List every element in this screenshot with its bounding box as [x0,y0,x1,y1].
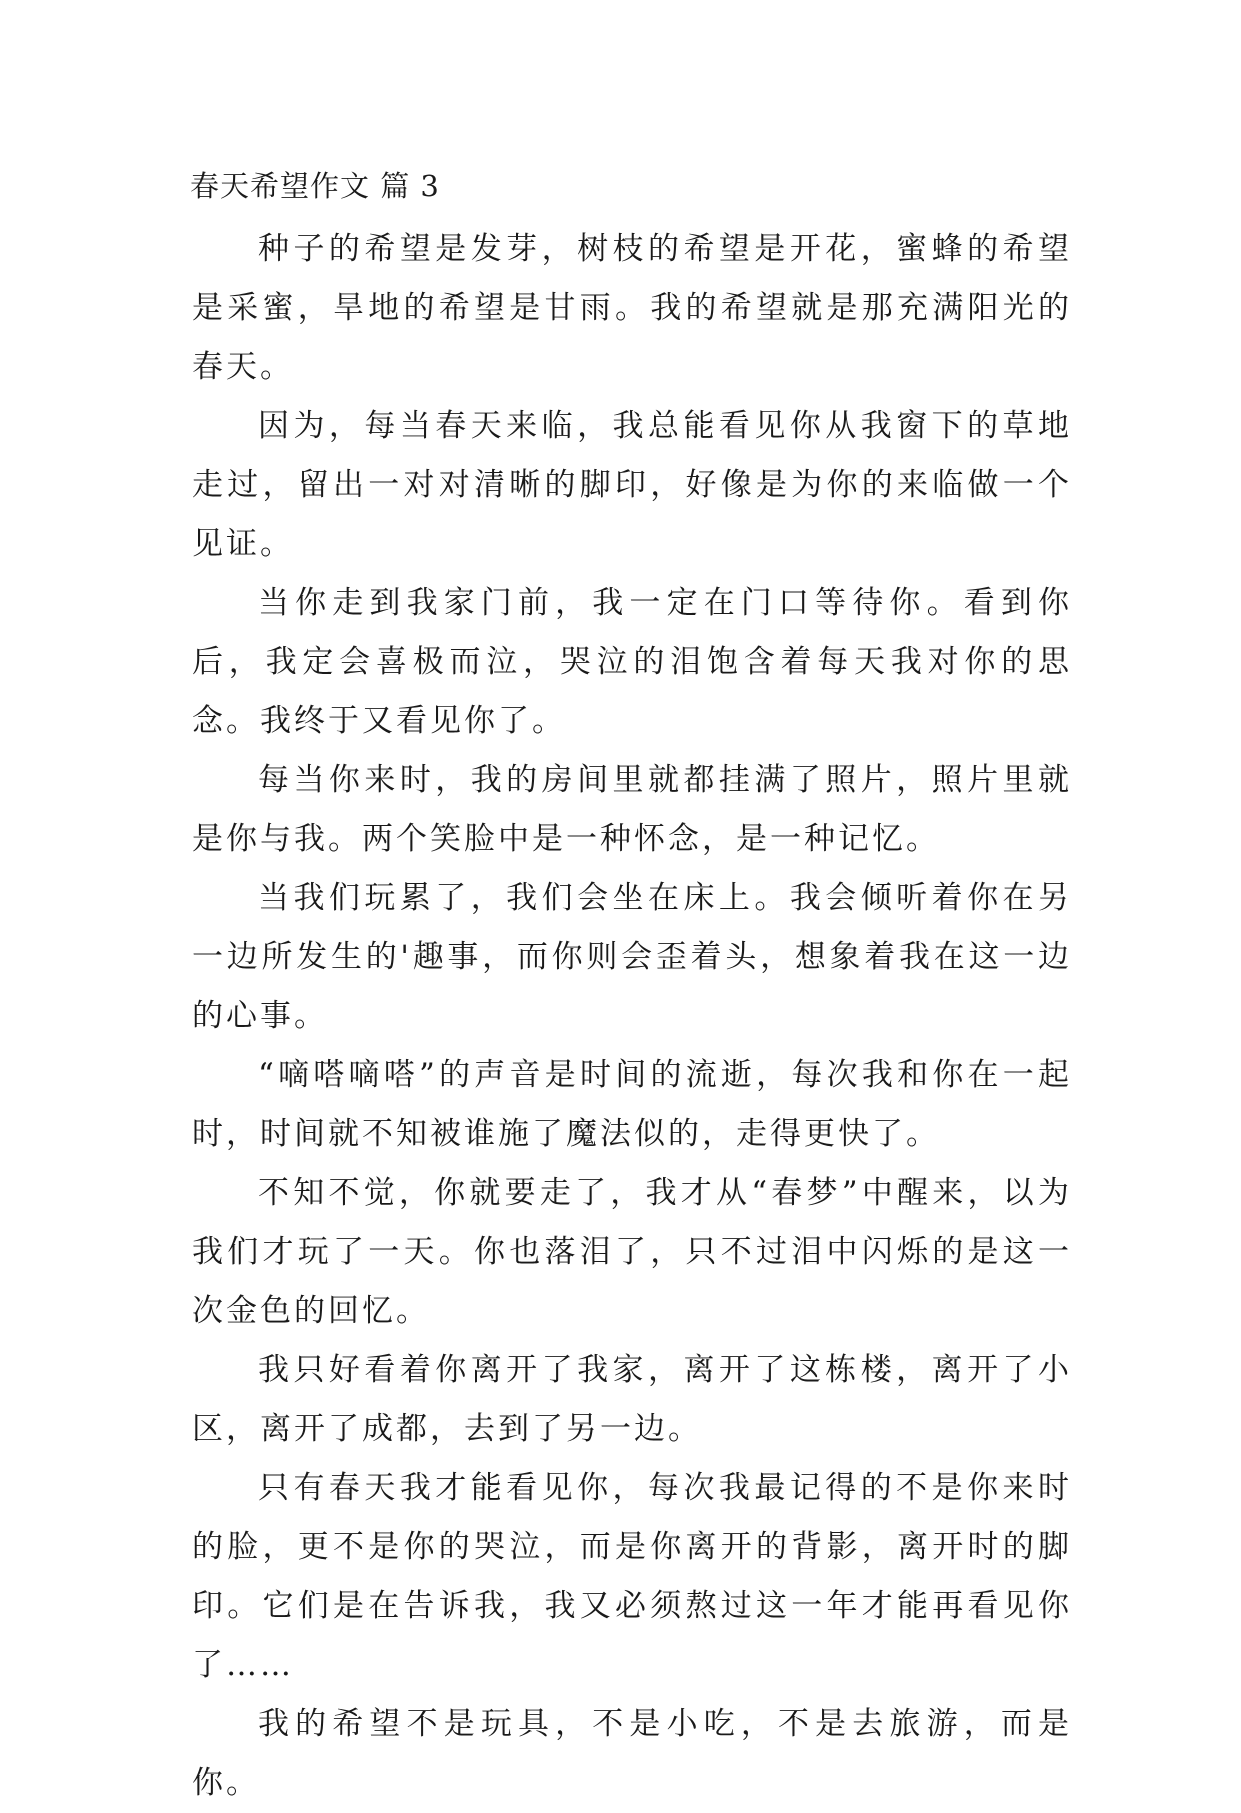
paragraph-4: 每当你来时，我的房间里就都挂满了照片，照片里就是你与我。两个笑脸中是一种怀念，是一种记忆。 [192,762,1072,857]
paragraph-5: 当我们玩累了，我们会坐在床上。我会倾听着你在另一边所发生的'趣事，而你则会歪着头，想象着我在这一边的心事。 [192,880,1072,1034]
paragraph-2: 因为，每当春天来临，我总能看见你从我窗下的草地走过，留出一对对清晰的脚印，好像是为你的来临做一个见证。 [192,408,1072,562]
paragraph-3: 当你走到我家门前，我一定在门口等待你。看到你后，我定会喜极而泣，哭泣的泪饱含着每天我对你的思念。我终于又看见你了。 [192,585,1072,739]
document-title: 春天希望作文 篇 3 [190,169,440,203]
paragraph-1: 种子的希望是发芽，树枝的希望是开花，蜜蜂的希望是采蜜，旱地的希望是甘雨。我的希望就是那充满阳光的春天。 [192,231,1072,385]
paragraph-10: 我的希望不是玩具，不是小吃，不是去旅游，而是你。 [192,1706,1072,1801]
paragraph-6: “嘀嗒嘀嗒”的声音是时间的流逝，每次我和你在一起时，时间就不知被谁施了魔法似的，走得更快了。 [192,1057,1072,1152]
paragraph-9: 只有春天我才能看见你，每次我最记得的不是你来时的脸，更不是你的哭泣，而是你离开的背影，离开时的脚印。它们是在告诉我，我又必须熬过这一年才能再看见你了…… [192,1470,1072,1683]
document-body [192,220,1072,1813]
paragraph-7: 不知不觉，你就要走了，我才从“春梦”中醒来，以为我们才玩了一天。你也落泪了，只不过泪中闪烁的是这一次金色的回忆。 [192,1175,1072,1329]
paragraph-8: 我只好看着你离开了我家，离开了这栋楼，离开了小区，离开了成都，去到了另一边。 [192,1352,1072,1447]
